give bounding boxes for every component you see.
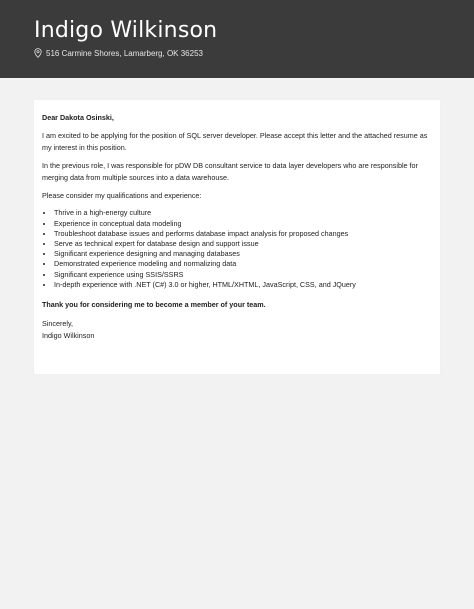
address-line bbox=[34, 48, 203, 58]
letter-sign-off: Sincerely, bbox=[42, 319, 74, 329]
letter-intro: I am excited to be applying for the position of SQL server developer. Please accept this letter and the attached resume as my interest in this position. bbox=[42, 131, 428, 152]
list-item: • Significant experience designing and managing databases bbox=[54, 249, 432, 259]
letter-previous-role: In the previous role, I was responsible for pDW DB consultant service to data layer developers who are responsible for merging data from multiple sources into a data warehouse. bbox=[42, 161, 418, 182]
list-item: • Thrive in a high-energy culture bbox=[54, 208, 432, 218]
list-item: • Significant experience using SSIS/SSRS bbox=[54, 270, 432, 280]
address-text: 516 Carmine Shores, Lamarberg, OK 36253 bbox=[46, 48, 203, 58]
qualifications-list bbox=[42, 208, 432, 290]
qualifications-intro: Please consider my qualifications and experience: bbox=[42, 191, 202, 201]
list-item: • Demonstrated experience modeling and normalizing data bbox=[54, 259, 432, 269]
list-item: • Experience in conceptual data modeling bbox=[54, 219, 432, 229]
list-item: • Serve as technical expert for database design and support issue bbox=[54, 239, 432, 249]
applicant-name: Indigo Wilkinson bbox=[34, 18, 218, 43]
list-item: • Troubleshoot database issues and performs database impact analysis for proposed changes bbox=[54, 229, 432, 239]
list-item: • In-depth experience with .NET (C#) 3.0 or higher, HTML/XHTML, JavaScript, CSS, and JQuery bbox=[54, 280, 432, 290]
cover-letter-card bbox=[34, 100, 440, 374]
letter-greeting: Dear Dakota Osinski, bbox=[42, 113, 114, 122]
location-pin-icon bbox=[34, 48, 42, 58]
header-banner bbox=[0, 0, 474, 78]
signature-name: Indigo Wilkinson bbox=[42, 330, 95, 340]
letter-thanks: Thank you for considering me to become a member of your team. bbox=[42, 300, 266, 310]
